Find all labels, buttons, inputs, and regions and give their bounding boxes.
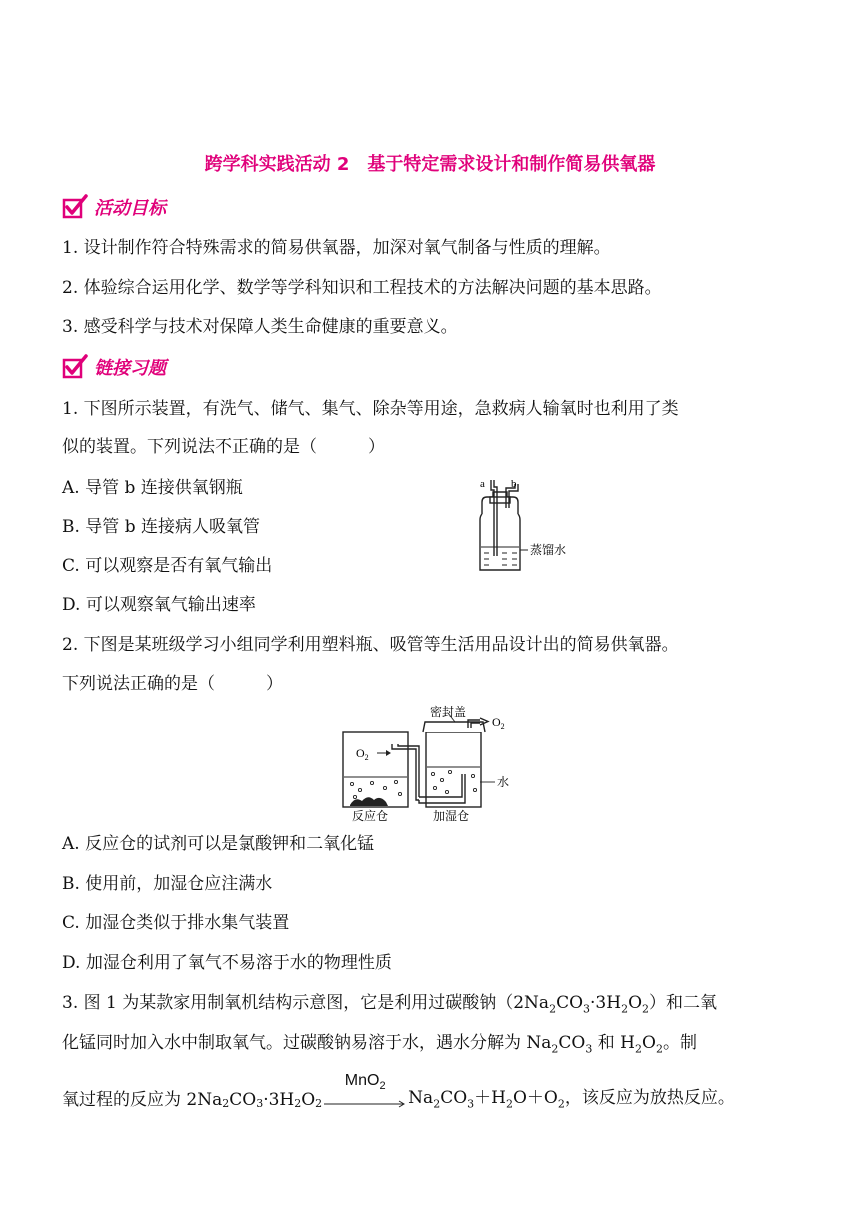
option-b: B. 使用前，加湿仓应注满水 [62,874,273,894]
arrow-icon [324,1100,406,1108]
o2-label: O [356,746,365,760]
oxygen-supplier-diagram [330,704,530,822]
question-stem: 似的装置。下列说法不正确的是（ ） [62,437,385,457]
section-title: 链接习题 [94,358,166,379]
section-header-goals [62,193,166,221]
reaction-equation: 氧过程的反应为 2Na $_2$ CO $_3$ ·3H $_2$ O $_2$ MnO$_2$ $Na_2CO_3+H_2O+O_2$，该反应为放热反应。 [62,1072,735,1110]
section-header-exercises [62,353,166,381]
humidifier-label: 加湿仓 [433,809,470,822]
option-d: D. 加湿仓利用了氧气不易溶于水的物理性质 [62,953,392,973]
option-a: A. 导管 b 连接供氧钢瓶 [62,478,243,498]
distilled-water-label: 蒸馏水 [530,543,567,557]
question-stem: 下列说法正确的是（ ） [62,674,283,694]
question-stem: 2. 下图是某班级学习小组同学利用塑料瓶、吸管等生活用品设计出的简易供氧器。 [62,635,679,655]
svg-text:O2 [492,715,505,731]
reaction-arrow [324,1072,406,1110]
option-c: C. 可以观察是否有氧气输出 [62,556,273,576]
equation-prefix: 氧过程的反应为 2Na [62,1090,223,1110]
checkbox-icon [62,194,88,220]
checkbox-icon [62,354,88,380]
o2-label: O [492,715,501,729]
equation-products: $Na_2CO_3+H_2O+O_2$，该反应为放热反应。 [408,1087,735,1110]
catalyst-label: MnO$_2$ [344,1072,386,1093]
question-stem: 1. 下图所示装置，有洗气、储气、集气、除杂等用途，急救病人输氧时也利用了类 [62,399,679,419]
svg-text:O2 [356,746,369,762]
option-c: C. 加湿仓类似于排水集气装置 [62,913,290,933]
tube-label-b: b [511,478,517,490]
water-label: 水 [497,775,510,789]
lid-label: 密封盖 [430,705,467,719]
question-stem-line: 3. 图 1 为某款家用制氧机结构示意图，它是利用过碳酸钠$(2Na_2CO_3\cdot 3H_2O_2)$和二氧 [62,993,718,1016]
question-stem-line: 化锰同时加入水中制取氧气。过碳酸钠易溶于水，遇水分解为 $Na_2CO_3$ 和 $H_2O_2$。制 [62,1033,697,1056]
goal-item: 3. 感受科学与技术对保障人类生命健康的重要意义。 [62,317,458,337]
o2-subscript: 2 [364,753,369,762]
tube-label-a: a [480,478,485,490]
option-d: D. 可以观察氧气输出速率 [62,595,256,615]
option-b: B. 导管 b 连接病人吸氧管 [62,517,260,537]
wash-bottle-diagram [470,478,600,578]
page-title: 跨学科实践活动 2 基于特定需求设计和制作简易供氧器 [204,154,656,175]
goal-item: 1. 设计制作符合特殊需求的简易供氧器，加深对氧气制备与性质的理解。 [62,238,611,258]
goal-item: 2. 体验综合运用化学、数学等学科知识和工程技术的方法解决问题的基本思路。 [62,278,662,298]
reactor-label: 反应仓 [352,809,389,822]
option-a: A. 反应仓的试剂可以是氯酸钾和二氧化锰 [62,834,375,854]
o2-subscript: 2 [500,722,505,731]
section-title: 活动目标 [94,198,166,219]
